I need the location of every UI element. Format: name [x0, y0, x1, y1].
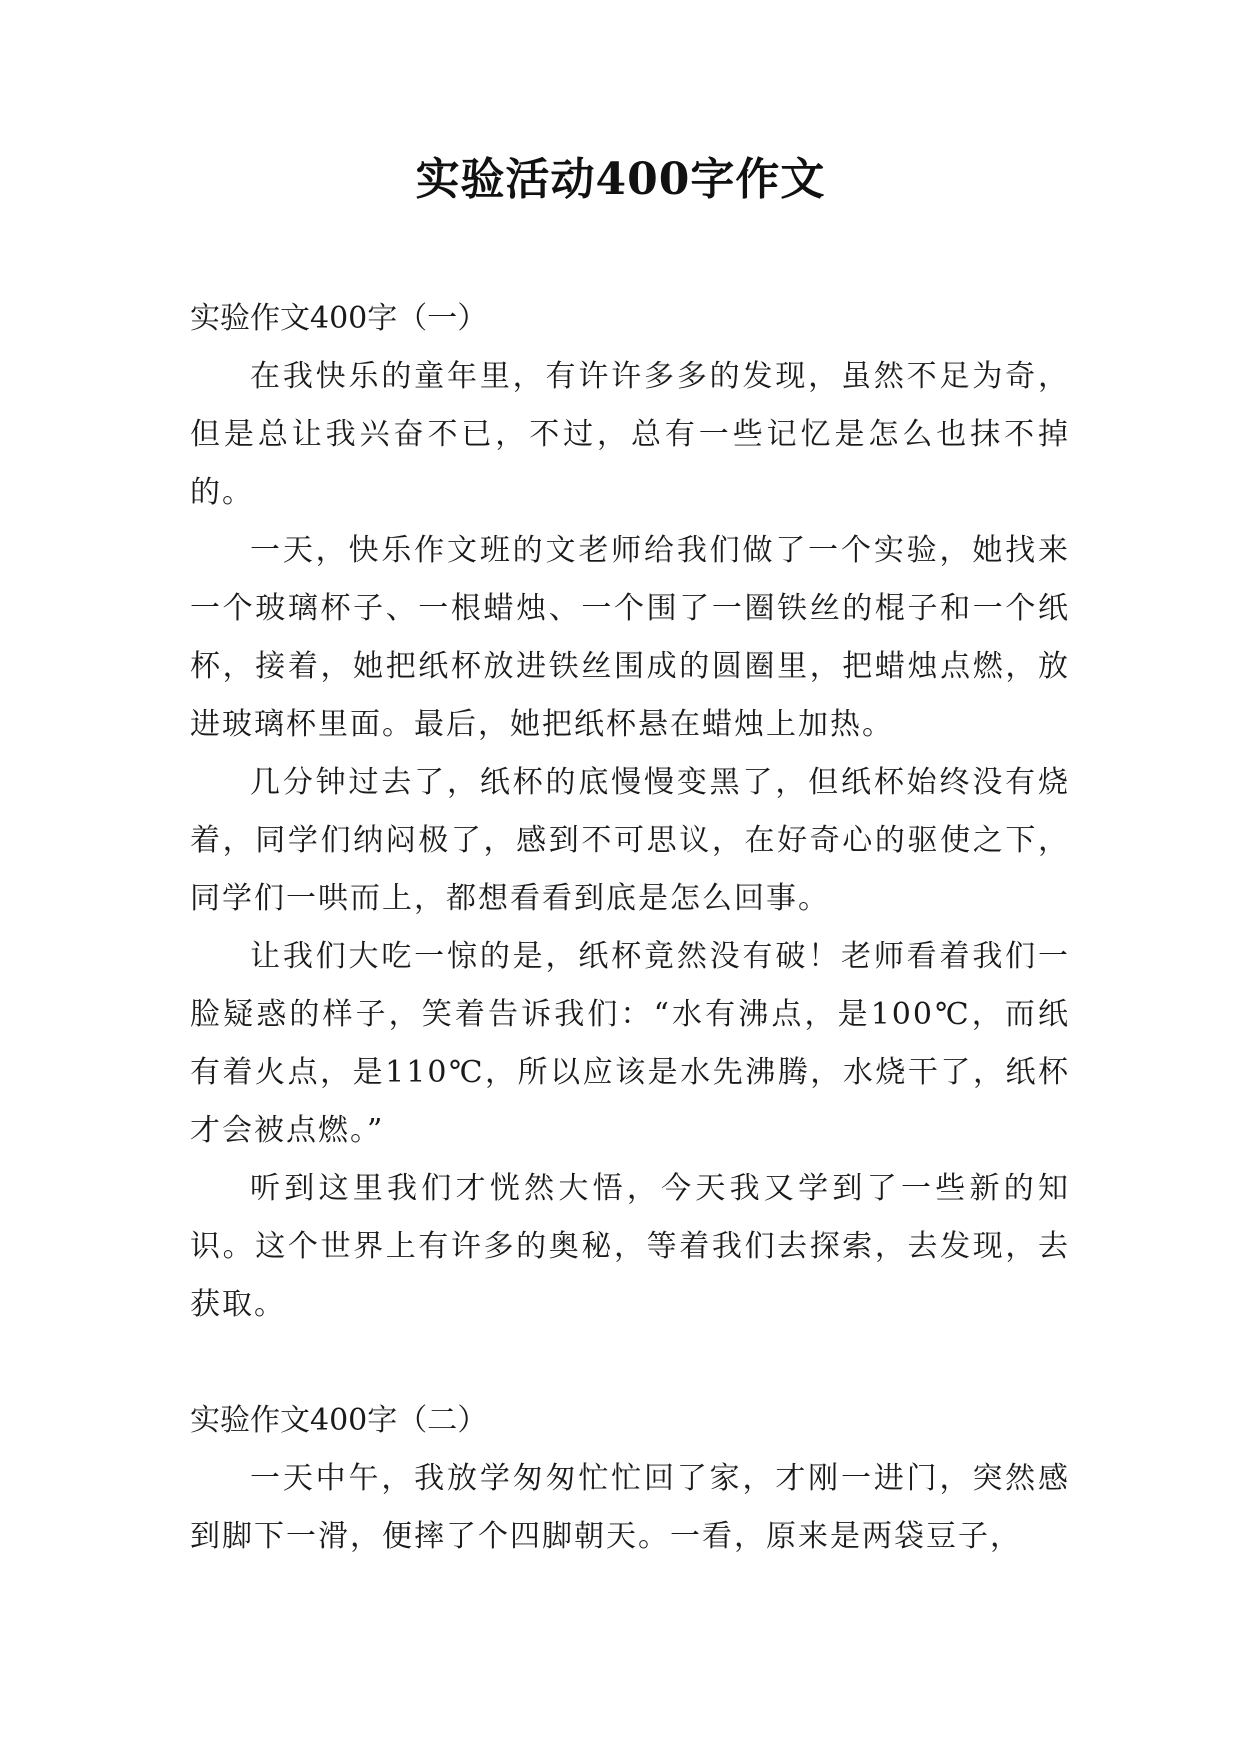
paragraph: 听到这里我们才恍然大悟，今天我又学到了一些新的知识。这个世界上有许多的奥秘，等着我们去探索，去发现，去获取。	[190, 1171, 1070, 1322]
section-2	[190, 1392, 1070, 1566]
document-body	[190, 290, 1070, 1566]
section-1	[190, 290, 1070, 1334]
paragraph: 几分钟过去了，纸杯的底慢慢变黑了，但纸杯始终没有烧着，同学们纳闷极了，感到不可思议，在好奇心的驱使之下，同学们一哄而上，都想看看到底是怎么回事。	[190, 765, 1070, 916]
section-heading: 实验作文400字（二）	[190, 1403, 488, 1438]
paragraph: 让我们大吃一惊的是，纸杯竟然没有破！老师看着我们一脸疑惑的样子，笑着告诉我们：“水有沸点，是100℃，而纸有着火点，是110℃，所以应该是水先沸腾，水烧干了，纸杯才会被点燃。”	[190, 939, 1070, 1148]
section-spacer	[190, 1334, 1070, 1392]
paragraph: 一天，快乐作文班的文老师给我们做了一个实验，她找来一个玻璃杯子、一根蜡烛、一个围了一圈铁丝的棍子和一个纸杯，接着，她把纸杯放进铁丝围成的圆圈里，把蜡烛点燃，放进玻璃杯里面。最后，她把纸杯悬在蜡烛上加热。	[190, 533, 1070, 742]
paragraph: 在我快乐的童年里，有许许多多的发现，虽然不足为奇，但是总让我兴奋不已，不过，总有一些记忆是怎么也抹不掉的。	[190, 359, 1070, 510]
document-title: 实验活动400字作文	[415, 154, 826, 205]
section-heading: 实验作文400字（一）	[190, 301, 488, 336]
paragraph: 一天中午，我放学匆匆忙忙回了家，才刚一进门，突然感到脚下一滑，便摔了个四脚朝天。一看，原来是两袋豆子，	[190, 1461, 1070, 1554]
